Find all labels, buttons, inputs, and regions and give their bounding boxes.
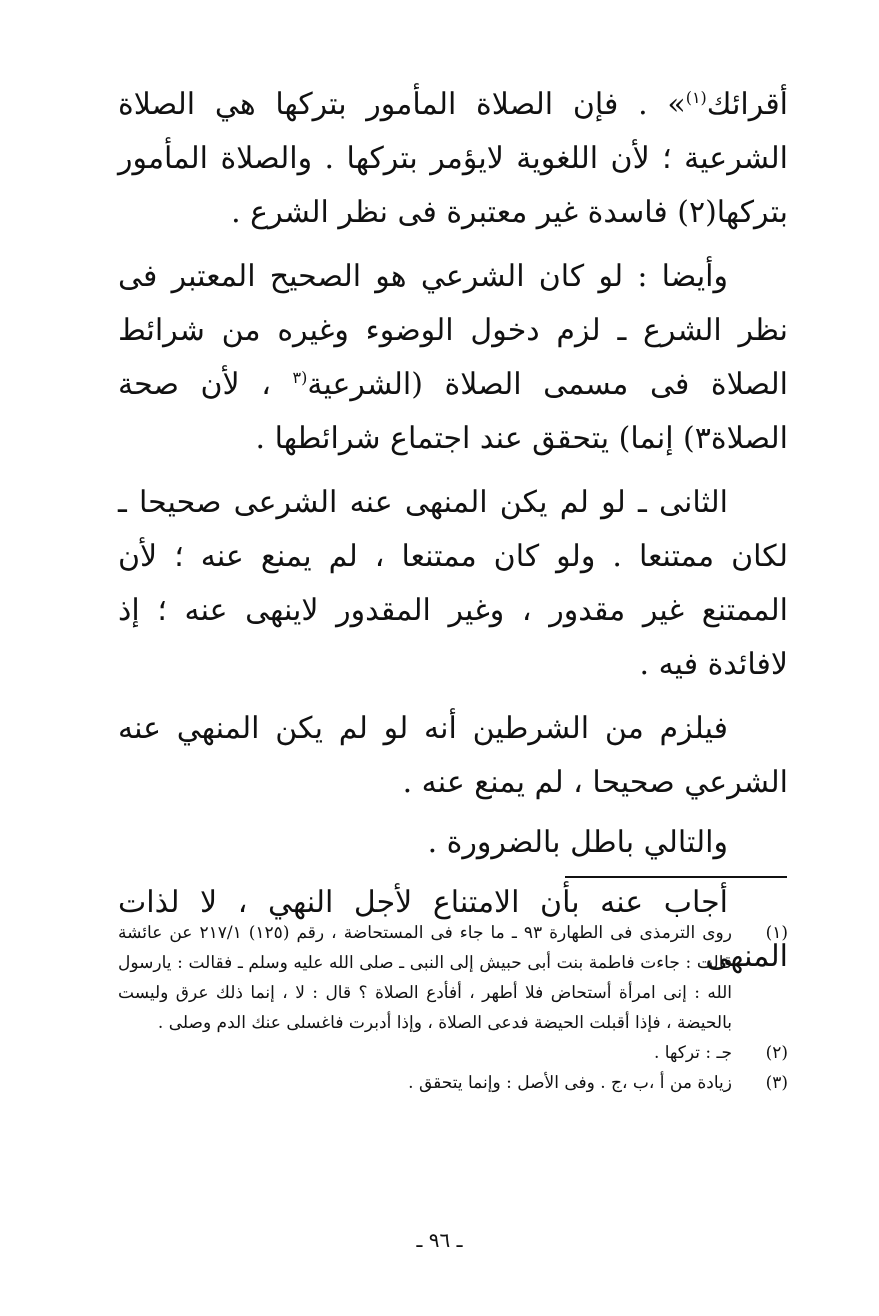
- paragraph-6-text: أجاب عنه بأن الامتناع لأجل النهي ، لا لذات المنهى: [118, 885, 788, 974]
- main-text: [118, 78, 788, 984]
- paragraph-1-text-a: أقرائك: [706, 87, 788, 122]
- footnote-separator: [565, 876, 787, 878]
- paragraph-2: [118, 250, 788, 466]
- paragraph-1: [118, 78, 788, 240]
- paragraph-5: [118, 816, 788, 870]
- page-number: ـ ٩٦ ـ: [416, 1228, 463, 1252]
- paragraph-3-text: الثانى ـ لو لم يكن المنهى عنه الشرعى صحيحا ـ لكان ممتنعا . ولو كان ممتنعا ، لم يمنع عنه ؛ لأن الممتنع غير مقدور ، وغير المقدور لاينهى عنه ؛ إذ لافائدة فيه .: [118, 485, 788, 682]
- paragraph-4: [118, 702, 788, 810]
- footnote-1: [118, 918, 788, 1038]
- footnote-number: (٣): [765, 1073, 788, 1093]
- paragraph-4-text: فيلزم من الشرطين أنه لو لم يكن المنهي عنه الشرعي صحيحا ، لم يمنع عنه .: [118, 711, 788, 800]
- footnote-3: [118, 1068, 788, 1098]
- footnote-text: روى الترمذى فى الطهارة ٩٣ ـ ما جاء فى المستحاضة ، رقم (١٢٥) ٢١٧/١ عن عائشة قالت : جاءت فاطمة بنت أبى حبيش إلى النبى ـ صلى الله عليه وسلم ـ فقالت : يارسول الله : إنى امرأة أستحاض فلا أطهر ، أفأدع الصلاة ؟ قال : لا ، إنما ذلك عرق وليست بالحيضة ، فإذا أقبلت الحيضة فدعى الصلاة ، وإذا أدبرت فاغسلى عنك الدم وصلى .: [118, 923, 732, 1033]
- footnote-ref-1: (١): [685, 88, 707, 107]
- footnote-number: (١): [765, 923, 788, 943]
- paragraph-5-text: والتالي باطل بالضرورة .: [427, 825, 728, 860]
- footnote-ref-3: (٣: [292, 368, 308, 387]
- footnote-2: [118, 1038, 788, 1068]
- paragraph-2-text-b: ، لأن صحة الصلاة٣) إنما) يتحقق عند اجتماع شرائطها .: [118, 367, 788, 456]
- paragraph-2-text-a: وأيضا : لو كان الشرعي هو الصحيح المعتبر فى نظر الشرع ـ لزم دخول الوضوء وغيره من شرائط الصلاة فى مسمى الصلاة (الشرعية: [118, 259, 788, 402]
- footnote-number: (٢): [765, 1043, 788, 1063]
- paragraph-1-text-b: » . فإن الصلاة المأمور بتركها هي الصلاة الشرعية ؛ لأن اللغوية لايؤمر بتركها . والصلاة المأمور بتركها(٢) فاسدة غير معتبرة فى نظر الشرع .: [118, 87, 788, 230]
- footnotes: [118, 918, 788, 1098]
- footnote-text: زيادة من أ ،ب ،ج . وفى الأصل : وإنما يتحقق .: [408, 1073, 732, 1093]
- footnote-text: جـ : تركها .: [653, 1043, 732, 1063]
- paragraph-3: [118, 476, 788, 692]
